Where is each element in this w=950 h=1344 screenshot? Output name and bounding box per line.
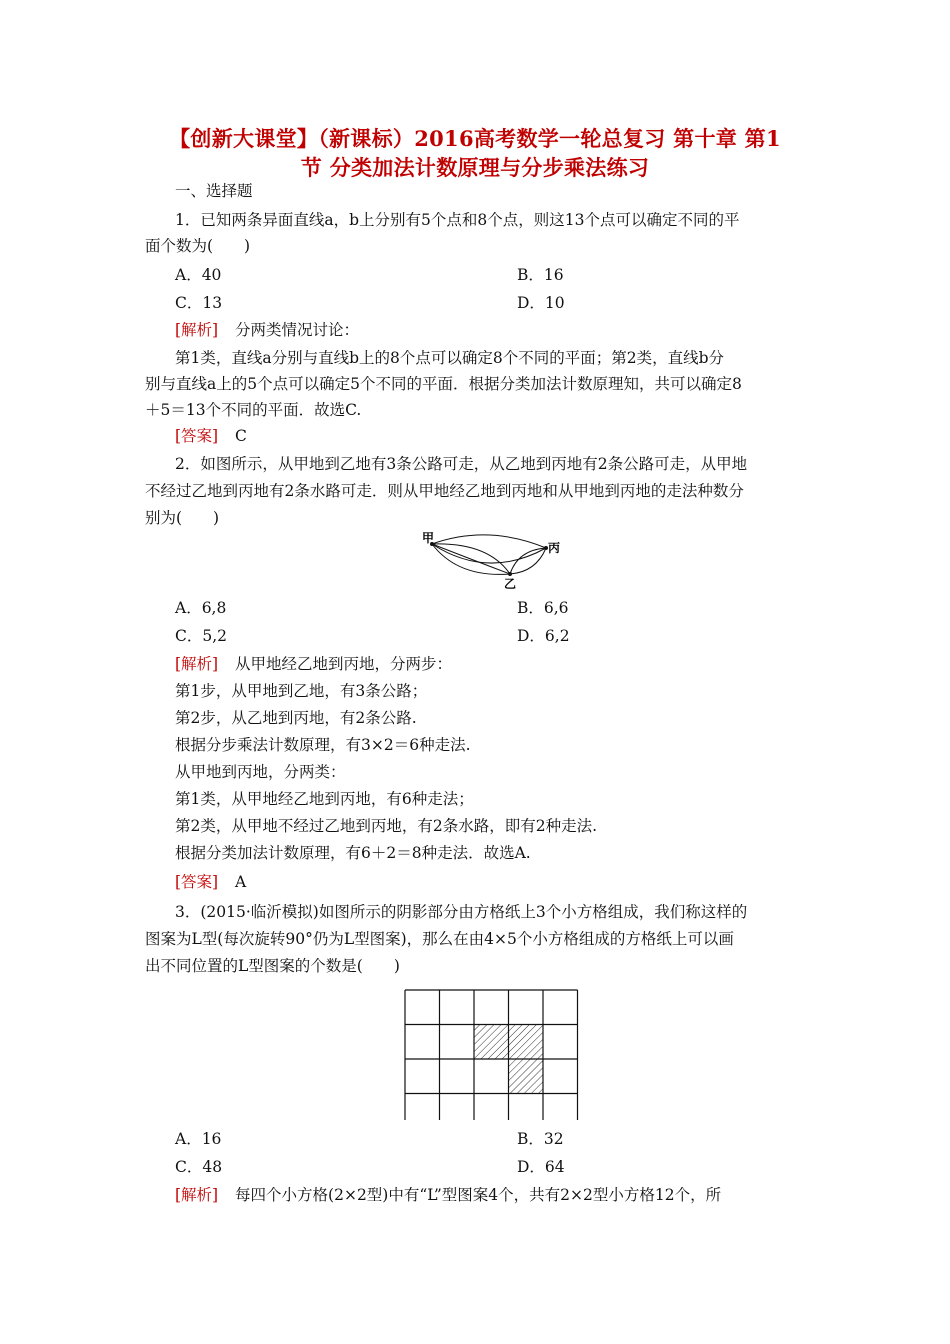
q1-answer-value: C	[235, 427, 247, 445]
q2-analysis-line-2: 第2步，从乙地到丙地，有2条公路.	[175, 709, 417, 727]
label-yi: 乙	[504, 577, 517, 591]
q2-analysis-line-1: 第1步，从甲地到乙地，有3条公路；	[175, 682, 428, 700]
q1-stem-line-2: 面个数为( )	[145, 237, 251, 255]
q1-answer	[175, 426, 840, 446]
q1-analysis-intro: 分两类情况讨论：	[235, 321, 360, 339]
q1-stem-line-1: 1．已知两条异面直线a，b上分别有5个点和8个点，则这13个点可以确定不同的平	[175, 211, 740, 229]
q2-analysis-intro: 从甲地经乙地到丙地，分两步：	[235, 655, 453, 673]
section-heading: 一、选择题	[175, 182, 253, 200]
q2-stem-line-1: 2．如图所示，从甲地到乙地有3条公路可走，从乙地到丙地有2条公路可走，从甲地	[175, 455, 748, 473]
grid-figure	[403, 988, 583, 1120]
q1-option-a: A．40	[175, 266, 222, 284]
q2-analysis-line-5: 第1类，从甲地经乙地到丙地，有6种走法；	[175, 790, 474, 808]
q2-analysis-tag: [解析]	[175, 655, 219, 673]
water-route-upper	[432, 535, 546, 548]
q3-analysis	[175, 1185, 840, 1205]
route-diagram	[418, 530, 568, 592]
q2-answer-tag: [答案]	[175, 873, 219, 891]
node-yi	[508, 572, 512, 576]
label-bing: 丙	[548, 541, 561, 555]
q3-option-c: C．48	[175, 1158, 223, 1176]
q1-answer-tag: [答案]	[175, 427, 219, 445]
q1-option-d: D．10	[517, 294, 565, 312]
shaded-cell	[509, 1059, 544, 1094]
q1-analysis-line-2: 别与直线a上的5个点可以确定5个不同的平面．根据分类加法计数原理知，共可以确定8	[145, 375, 742, 393]
q2-analysis-line-6: 第2类，从甲地不经过乙地到丙地，有2条水路，即有2种走法.	[175, 817, 598, 835]
q1-option-b: B．16	[517, 266, 564, 284]
q1-option-c: C．13	[175, 294, 223, 312]
q1-analysis-tag: [解析]	[175, 321, 219, 339]
title-line-1: 【创新大课堂】（新课标）2016高考数学一轮总复习 第十章 第1	[169, 126, 781, 151]
shaded-cell	[474, 1025, 509, 1060]
q2-analysis-line-3: 根据分步乘法计数原理，有3×2＝6种走法.	[175, 736, 471, 754]
road-route-2	[432, 544, 510, 574]
shaded-cell	[509, 1025, 544, 1060]
road-route-4	[510, 548, 546, 574]
q3-option-a: A．16	[175, 1130, 222, 1148]
q2-option-d: D．6,2	[517, 627, 570, 645]
q2-stem-line-2: 不经过乙地到丙地有2条水路可走．则从甲地经乙地到丙地和从甲地到丙地的走法种数分	[145, 482, 744, 500]
q3-stem-line-1: 3．(2015·临沂模拟)如图所示的阴影部分由方格纸上3个小方格组成，我们称这样的	[175, 903, 748, 921]
q3-stem-line-3: 出不同位置的L型图案的个数是( )	[145, 957, 400, 975]
q2-answer	[175, 872, 840, 892]
q3-analysis-text: 每四个小方格(2×2型)中有“L”型图案4个，共有2×2型小方格12个，所	[235, 1186, 722, 1204]
q2-option-b: B．6,6	[517, 599, 569, 617]
q3-stem-line-2: 图案为L型(每次旋转90°仍为L型图案)，那么在由4×5个小方格组成的方格纸上可以画	[145, 930, 734, 948]
document-title	[140, 124, 810, 182]
q1-analysis-line-1: 第1类，直线a分别与直线b上的8个点可以确定8个不同的平面；第2类，直线b分	[175, 349, 725, 367]
q1-analysis-line-3: ＋5＝13个不同的平面．故选C.	[145, 401, 362, 419]
q1-analysis	[175, 320, 840, 340]
q2-analysis-line-4: 从甲地到丙地，分两类：	[175, 763, 346, 781]
q2-answer-value: A	[235, 873, 247, 891]
q2-analysis-line-7: 根据分类加法计数原理，有6＋2＝8种走法．故选A.	[175, 844, 531, 862]
q3-analysis-tag: [解析]	[175, 1186, 219, 1204]
q2-stem-line-3: 别为( )	[145, 509, 220, 527]
label-jia: 甲	[422, 531, 435, 545]
title-line-2: 节 分类加法计数原理与分步乘法练习	[300, 155, 650, 180]
road-route-5	[510, 548, 546, 574]
q2-option-a: A．6,8	[175, 599, 227, 617]
q3-option-b: B．32	[517, 1130, 564, 1148]
q3-option-d: D．64	[517, 1158, 565, 1176]
q2-analysis	[175, 654, 840, 674]
q2-option-c: C．5,2	[175, 627, 228, 645]
